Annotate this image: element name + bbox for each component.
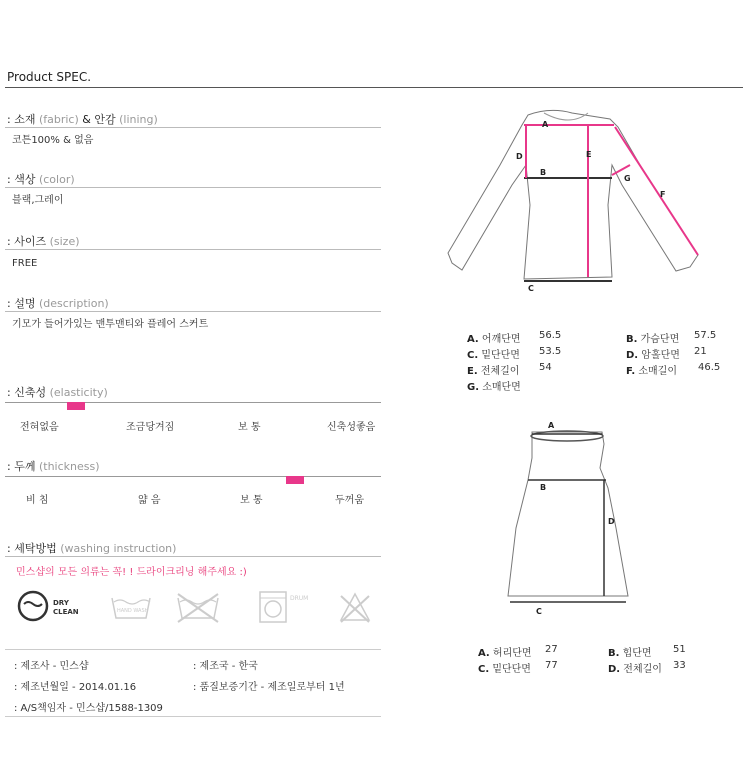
- top-meas-f-key: F.: [626, 366, 636, 377]
- top-meas-e: [467, 362, 519, 377]
- thickness-indicator: [286, 476, 304, 484]
- drum-label: DRUM: [290, 595, 309, 602]
- no-bleach-icon: [337, 588, 373, 628]
- skirt-meas-d-key: D.: [608, 664, 621, 675]
- description-label-ko: : 설명: [7, 297, 36, 310]
- skirt-meas-c-name: 밑단단면: [492, 664, 531, 675]
- skirt-meas-a-value: 27: [545, 644, 558, 655]
- top-meas-c: [467, 346, 520, 361]
- top-label-f: F: [660, 190, 666, 199]
- hand-wash-icon: [108, 588, 154, 628]
- description-label: [7, 295, 109, 311]
- top-meas-c-value: 53.5: [539, 346, 562, 357]
- elasticity-option-1: 전혀없음: [20, 422, 59, 433]
- color-label: [7, 171, 75, 187]
- top-meas-f-name: 소매길이: [638, 366, 677, 377]
- skirt-meas-a-key: A.: [478, 648, 490, 659]
- top-meas-e-name: 전체길이: [480, 366, 520, 377]
- top-meas-d-name: 암홀단면: [641, 350, 680, 361]
- as-info: : A/S책임자 - 민스샵/1588-1309: [14, 703, 163, 714]
- top-meas-d-key: D.: [626, 350, 639, 361]
- skirt-meas-c-value: 77: [545, 660, 558, 671]
- lining-label-ko: 안감: [94, 113, 116, 126]
- washing-notice: 민스샵의 모든 의류는 꼭! ! 드라이크리닝 해주세요 :): [16, 567, 247, 578]
- top-meas-g-key: G.: [467, 382, 480, 393]
- clean-label: CLEAN: [53, 608, 79, 616]
- fabric-label: [7, 111, 158, 127]
- top-meas-d: [626, 346, 680, 361]
- lining-label-en: (lining): [119, 113, 158, 126]
- skirt-meas-b: [608, 644, 652, 659]
- description-value: 기모가 들어가있는 맨투맨티와 플레어 스커트: [12, 319, 209, 330]
- fabric-amp: &: [82, 113, 91, 126]
- maker-info: : 제조사 - 민스샵: [14, 661, 89, 672]
- top-meas-a-name: 어깨단면: [481, 334, 521, 345]
- washing-machine-icon: [258, 588, 318, 628]
- thickness-option-2: 얇 음: [138, 495, 161, 506]
- thickness-option-4: 두꺼움: [335, 495, 364, 506]
- top-meas-e-key: E.: [467, 366, 478, 377]
- elasticity-label: [7, 384, 108, 400]
- size-value: FREE: [12, 258, 38, 269]
- top-meas-a-key: A.: [467, 334, 479, 345]
- fabric-divider: [5, 127, 381, 128]
- fabric-value: 코튼100% & 없음: [12, 135, 94, 146]
- top-meas-b-value: 57.5: [694, 330, 717, 341]
- thickness-label-ko: : 두께: [7, 460, 36, 473]
- top-meas-d-value: 21: [694, 346, 707, 357]
- color-label-en: (color): [38, 173, 75, 186]
- top-meas-a: [467, 330, 521, 345]
- size-label-ko: : 사이즈: [7, 235, 47, 248]
- skirt-label-d: D: [608, 517, 615, 526]
- skirt-meas-b-name: 힙단면: [622, 648, 652, 659]
- country-info: : 제조국 - 한국: [193, 661, 258, 672]
- thickness-label-en: (thickness): [38, 460, 100, 473]
- top-label-c: C: [528, 284, 534, 293]
- thickness-scale-line: [5, 476, 381, 477]
- top-meas-e-value: 54: [539, 362, 552, 373]
- elasticity-option-3: 보 통: [238, 422, 261, 433]
- date-info: : 제조년월일 - 2014.01.16: [14, 682, 137, 693]
- fabric-label-ko: : 소재: [7, 113, 36, 126]
- thickness-option-3: 보 통: [240, 495, 263, 506]
- top-label-d: D: [516, 152, 523, 161]
- skirt-meas-c: [478, 660, 531, 675]
- elasticity-scale-line: [5, 402, 381, 403]
- elasticity-indicator: [67, 402, 85, 410]
- color-value: 블랙,그레이: [12, 195, 64, 206]
- skirt-meas-b-value: 51: [673, 644, 686, 655]
- elasticity-label-en: (elasticity): [49, 386, 108, 399]
- top-diagram: [440, 105, 720, 300]
- size-divider: [5, 249, 381, 250]
- top-meas-f: [626, 362, 677, 377]
- description-divider: [5, 311, 381, 312]
- no-wash-icon: [172, 588, 224, 628]
- dry-label: DRY: [53, 599, 69, 607]
- thickness-option-1: 비 침: [26, 495, 49, 506]
- top-label-e: E: [586, 150, 592, 159]
- top-meas-g: [467, 378, 521, 393]
- page-title: Product SPEC.: [7, 70, 92, 84]
- info-divider-bottom: [5, 716, 381, 717]
- top-meas-f-value: 46.5: [698, 362, 721, 373]
- skirt-meas-d-name: 전체길이: [623, 664, 662, 675]
- washing-divider: [5, 556, 381, 557]
- top-label-g: G: [624, 174, 631, 183]
- skirt-label-a: A: [548, 421, 555, 430]
- skirt-label-b: B: [540, 483, 547, 492]
- info-divider-top: [5, 649, 381, 650]
- washing-label: [7, 540, 176, 556]
- top-meas-b: [626, 330, 679, 345]
- size-label-en: (size): [49, 235, 80, 248]
- dry-clean-icon: [16, 588, 86, 628]
- thickness-label: [7, 458, 100, 474]
- top-meas-g-name: 소매단면: [482, 382, 521, 393]
- top-meas-b-key: B.: [626, 334, 638, 345]
- size-label: [7, 233, 80, 249]
- washing-label-ko: : 세탁방법: [7, 542, 57, 555]
- top-label-a: A: [542, 120, 549, 129]
- skirt-label-c: C: [536, 607, 542, 616]
- color-label-ko: : 색상: [7, 173, 36, 186]
- skirt-meas-b-key: B.: [608, 648, 620, 659]
- description-label-en: (description): [38, 297, 109, 310]
- top-label-b: B: [540, 168, 547, 177]
- skirt-meas-a: [478, 644, 532, 659]
- color-divider: [5, 187, 381, 188]
- warranty-info: : 품질보증기간 - 제조일로부터 1년: [193, 682, 345, 693]
- top-meas-c-key: C.: [467, 350, 479, 361]
- skirt-diagram: [500, 418, 650, 618]
- top-meas-a-value: 56.5: [539, 330, 562, 341]
- title-divider: [5, 87, 743, 88]
- fabric-label-en: (fabric): [38, 113, 79, 126]
- washing-label-en: (washing instruction): [60, 542, 177, 555]
- skirt-meas-a-name: 허리단면: [492, 648, 532, 659]
- skirt-meas-c-key: C.: [478, 664, 490, 675]
- skirt-meas-d: [608, 660, 662, 675]
- top-meas-b-name: 가슴단면: [640, 334, 680, 345]
- elasticity-option-2: 조금당겨짐: [126, 422, 175, 433]
- elasticity-label-ko: : 신축성: [7, 386, 47, 399]
- hand-wash-label: HAND WASH: [117, 608, 149, 614]
- elasticity-option-4: 신축성좋음: [327, 422, 376, 433]
- top-meas-c-name: 밑단단면: [481, 350, 520, 361]
- skirt-meas-d-value: 33: [673, 660, 686, 671]
